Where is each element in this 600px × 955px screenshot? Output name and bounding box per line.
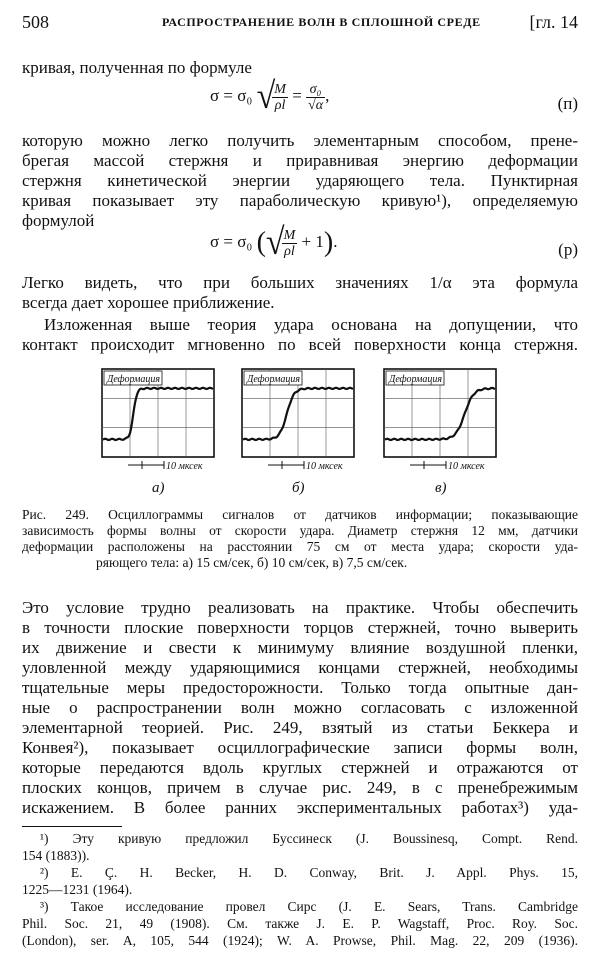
formula-r (210, 222, 338, 270)
frac-denominator: √α (308, 97, 324, 113)
body-text-line: формулой (22, 211, 95, 230)
body-text-line: контакт происходит мгновенно по всей поверхности конца стержня. (22, 335, 578, 354)
formula-p-frac2 (306, 82, 325, 113)
right-paren: ) (323, 227, 334, 258)
body-text-line: плоских концов, причем в случае рис. 249, в с пренебрежимым (22, 778, 578, 797)
panel-label-b: б) (292, 480, 305, 496)
footnote-3-cont: (London), ser. A, 105, 544 (1924); W. A. Prowse, Phil. Mag. 22, 209 (1936). (22, 933, 578, 948)
body-text-line: Легко видеть, что при больших значениях 1/α эта формула (22, 273, 578, 292)
formula-r-lhs: σ = σ₀ (210, 231, 253, 251)
oscillogram-a (100, 365, 218, 475)
body-text-line: их движение и свести к минимуму влияние воздушной пленки, (22, 638, 578, 657)
footnote-2: ²) E. Ç. H. Becker, H. D. Conway, Brit. J. Appl. Phys. 15, (40, 865, 578, 880)
plus-one: + 1 (301, 231, 324, 251)
page-number: 508 (22, 12, 49, 32)
footnote-1-cont: 154 (1883)). (22, 848, 90, 863)
oscillogram-svg (382, 365, 500, 475)
chapter-label: [гл. 14 (529, 12, 578, 32)
equals-sign: = (292, 85, 302, 105)
body-text-line: стержня кинетической энергии ударяющего тела. Пунктирная (22, 171, 578, 190)
figure-caption-line: деформации расположены на расстоянии 75 см от места удара; скорости уда- (22, 539, 578, 554)
frac-numerator: M (283, 227, 296, 243)
sqrt-symbol: √ (256, 76, 276, 117)
sqrt-symbol: √ (265, 222, 285, 263)
oscillogram-label: Деформация (107, 374, 161, 385)
body-text-line: которую можно легко получить элементарным способом, пренe- (22, 131, 578, 150)
body-text-line: кривая показывает эту параболическую кривую¹), определяемую (22, 191, 578, 210)
formula-p (210, 76, 330, 124)
footnote-rule (22, 826, 122, 827)
oscillogram-c (382, 365, 500, 475)
body-text-line: брегая массой стержня и приравнивая энергию деформации (22, 151, 578, 170)
time-scale-label: 10 мксек (306, 461, 343, 472)
panel-label-a: а) (152, 480, 165, 496)
frac-numerator: σ₀ (306, 82, 325, 98)
oscillogram-svg (240, 365, 358, 475)
body-text-line: Конвея²), показывает осциллографические записи формы волн, (22, 738, 578, 757)
body-text-line: элементарной теорией. Рис. 249, взятый из статьи Беккера и (22, 718, 578, 737)
panel-label-c: в) (435, 480, 447, 496)
body-text-line: Изложенная выше теория удара основана на допущении, что (44, 315, 578, 334)
figure-caption-line: ряющего тела: а) 15 см/сек, б) 10 см/сек, в) 7,5 см/сек. (96, 555, 408, 570)
formula-punct: , (325, 85, 330, 105)
oscillogram-label: Деформация (247, 374, 301, 385)
left-paren: ( (256, 227, 266, 258)
frac-denominator: ρl (274, 97, 286, 113)
body-text-line: всегда дает хорошее приближение. (22, 293, 275, 312)
oscillogram-label: Деформация (389, 374, 443, 385)
time-scale-label: 10 мксек (166, 461, 203, 472)
body-text-line: в точности плоские поверхности торцов стержней, точно выверить (22, 618, 578, 637)
frac-numerator: M (274, 81, 286, 97)
footnote-3: ³) Такое исследование провел Сирс (J. E. Sears, Trans. Cambridge (40, 899, 578, 914)
figure-caption-line: зависимость формы волны от скорости удара. Диаметр стержня 12 мм, датчики (22, 523, 578, 538)
footnote-1: ¹) Эту кривую предложил Буссинеск (J. Boussinesq, Compt. Rend. (40, 831, 578, 846)
running-title: РАСПРОСТРАНЕНИЕ ВОЛН В СПЛОШНОЙ СРЕДЕ (162, 15, 481, 29)
oscillogram-b (240, 365, 358, 475)
body-text-line: уловленной между ударяющимися концами стержней, необходимы (22, 658, 578, 677)
body-text-line: ные о распространении волн можно согласовать с изложенной (22, 698, 578, 717)
body-text-line: Это условие трудно реализовать на практике. Чтобы обеспечить (22, 598, 578, 617)
time-scale-label: 10 мксек (448, 461, 485, 472)
body-text-line: искажением. В более ранних экспериментальных работах³) уда- (22, 798, 578, 817)
figure-caption-line: Рис. 249. Осциллограммы сигналов от датчиков информации; показывающие (22, 507, 578, 522)
footnote-2-cont: 1225—1231 (1964). (22, 882, 133, 897)
running-header (22, 12, 578, 38)
body-text-line: кривая, полученная по формуле (22, 58, 252, 77)
oscillogram-svg (100, 365, 218, 475)
footnote-3-cont: Phil. Soc. 21, 49 (1908). См. также J. E. P. Wagstaff, Proc. Roy. Soc. (22, 916, 578, 931)
equation-number-p: (п) (557, 94, 578, 113)
frac-denominator: ρl (284, 243, 295, 259)
body-text-line: тщательные меры предосторожности. Только тогда опытные дан- (22, 678, 578, 697)
formula-punct: . (333, 231, 338, 251)
body-text-line: которые передаются вдоль круглых стержней и отражаются от (22, 758, 578, 777)
equation-number-r: (р) (558, 240, 578, 259)
formula-p-lhs: σ = σ₀ (210, 85, 253, 105)
